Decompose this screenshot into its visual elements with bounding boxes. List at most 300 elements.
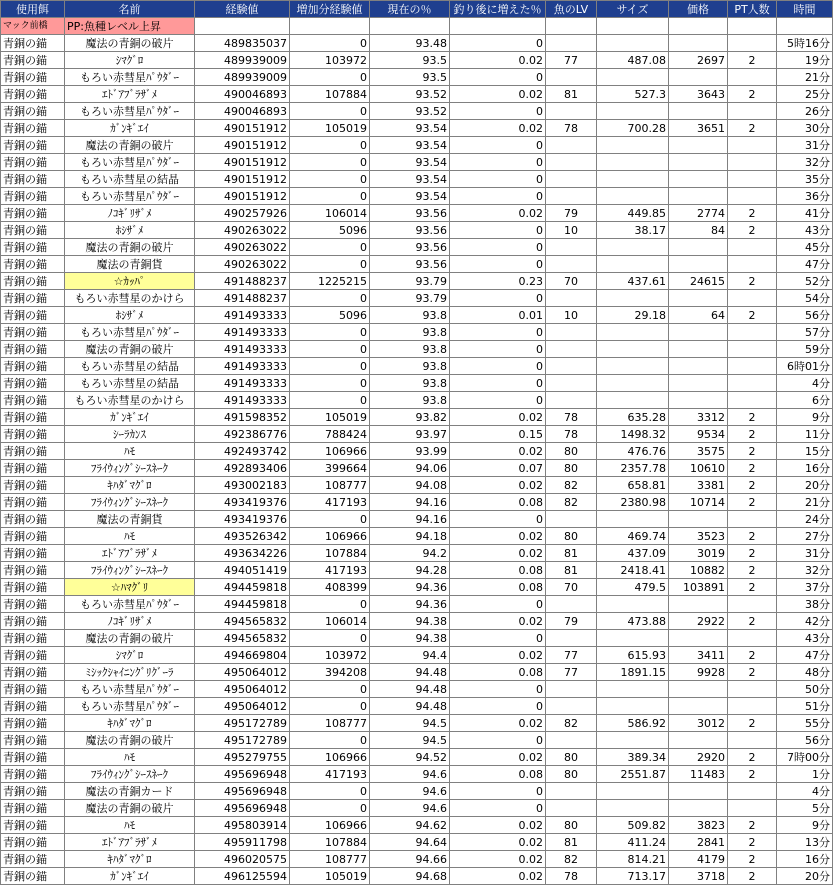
delta-cell[interactable]: 0.02 [450, 120, 546, 137]
delta-cell[interactable]: 0.23 [450, 273, 546, 290]
lv-cell[interactable] [546, 596, 597, 613]
price-cell[interactable]: 11483 [669, 766, 728, 783]
inc-cell[interactable]: 0 [290, 800, 370, 817]
tool-cell[interactable]: 青銅の錨 [1, 392, 65, 409]
exp-cell[interactable]: 490151912 [195, 120, 290, 137]
size-cell[interactable]: 38.17 [597, 222, 669, 239]
name-cell[interactable]: もろい赤彗星ﾊﾟｳﾀﾞｰ [65, 596, 195, 613]
lv-cell[interactable]: 10 [546, 222, 597, 239]
exp-cell[interactable]: 493419376 [195, 511, 290, 528]
price-cell[interactable] [669, 154, 728, 171]
exp-cell[interactable]: 493002183 [195, 477, 290, 494]
name-cell[interactable]: ﾌﾗｲｳｨﾝｸﾞｼｰｽﾈｰｸ [65, 494, 195, 511]
exp-cell[interactable]: 495064012 [195, 698, 290, 715]
time-cell[interactable]: 5時16分 [777, 35, 833, 52]
delta-cell[interactable]: 0.02 [450, 851, 546, 868]
exp-cell[interactable]: 494459818 [195, 596, 290, 613]
size-cell[interactable] [597, 35, 669, 52]
lv-cell[interactable]: 81 [546, 562, 597, 579]
delta-cell[interactable]: 0 [450, 222, 546, 239]
inc-cell[interactable]: 0 [290, 630, 370, 647]
name-cell[interactable]: 魔法の青銅貨 [65, 256, 195, 273]
header-cell[interactable]: PT人数 [728, 1, 777, 18]
pct-cell[interactable]: 93.8 [370, 358, 450, 375]
price-cell[interactable] [669, 341, 728, 358]
pt-cell[interactable]: 2 [728, 851, 777, 868]
pct-cell[interactable]: 93.79 [370, 290, 450, 307]
inc-cell[interactable]: 0 [290, 375, 370, 392]
inc-cell[interactable]: 107884 [290, 545, 370, 562]
lv-cell[interactable] [546, 171, 597, 188]
exp-cell[interactable]: 490151912 [195, 171, 290, 188]
pct-cell[interactable]: 93.52 [370, 103, 450, 120]
lv-cell[interactable]: 80 [546, 460, 597, 477]
time-cell[interactable]: 20分 [777, 477, 833, 494]
delta-cell[interactable]: 0 [450, 392, 546, 409]
delta-cell[interactable]: 0.02 [450, 409, 546, 426]
lv-cell[interactable]: 78 [546, 426, 597, 443]
time-cell[interactable]: 4分 [777, 375, 833, 392]
pt-cell[interactable] [728, 732, 777, 749]
lv-cell[interactable]: 81 [546, 834, 597, 851]
tool-cell[interactable]: 青銅の錨 [1, 358, 65, 375]
delta-cell[interactable]: 0.08 [450, 664, 546, 681]
pt-cell[interactable]: 2 [728, 613, 777, 630]
time-cell[interactable]: 38分 [777, 596, 833, 613]
lv-cell[interactable] [546, 732, 597, 749]
name-cell[interactable]: もろい赤彗星ﾊﾟｳﾀﾞｰ [65, 188, 195, 205]
tool-cell[interactable]: 青銅の錨 [1, 256, 65, 273]
size-cell[interactable]: 2551.87 [597, 766, 669, 783]
name-cell[interactable]: 魔法の青銅の破片 [65, 35, 195, 52]
tool-cell[interactable]: 青銅の錨 [1, 205, 65, 222]
exp-cell[interactable]: 494051419 [195, 562, 290, 579]
lv-cell[interactable] [546, 392, 597, 409]
pt-cell[interactable] [728, 358, 777, 375]
pt-cell[interactable] [728, 290, 777, 307]
price-cell[interactable]: 84 [669, 222, 728, 239]
pt-cell[interactable]: 2 [728, 817, 777, 834]
price-cell[interactable]: 4179 [669, 851, 728, 868]
inc-cell[interactable]: 0 [290, 137, 370, 154]
size-cell[interactable] [597, 103, 669, 120]
price-cell[interactable] [669, 630, 728, 647]
pt-cell[interactable]: 2 [728, 834, 777, 851]
lv-cell[interactable]: 78 [546, 120, 597, 137]
pt-cell[interactable]: 2 [728, 647, 777, 664]
pt-cell[interactable]: 2 [728, 307, 777, 324]
size-cell[interactable] [597, 732, 669, 749]
name-cell[interactable]: もろい赤彗星のかけら [65, 392, 195, 409]
name-cell[interactable]: 魔法の青銅貨 [65, 511, 195, 528]
inc-cell[interactable]: 106966 [290, 528, 370, 545]
name-cell[interactable]: ☆ｶｯﾊﾟ [65, 273, 195, 290]
exp-cell[interactable]: 492893406 [195, 460, 290, 477]
time-cell[interactable]: 55分 [777, 715, 833, 732]
empty-cell[interactable] [370, 18, 450, 35]
name-cell[interactable]: もろい赤彗星ﾊﾟｳﾀﾞｰ [65, 681, 195, 698]
time-cell[interactable]: 41分 [777, 205, 833, 222]
lv-cell[interactable] [546, 681, 597, 698]
lv-cell[interactable] [546, 324, 597, 341]
tool-cell[interactable]: 青銅の錨 [1, 664, 65, 681]
pt-cell[interactable]: 2 [728, 273, 777, 290]
lv-cell[interactable]: 82 [546, 494, 597, 511]
exp-cell[interactable]: 494565832 [195, 613, 290, 630]
exp-cell[interactable]: 490151912 [195, 154, 290, 171]
pt-cell[interactable]: 2 [728, 460, 777, 477]
pct-cell[interactable]: 93.56 [370, 205, 450, 222]
lv-cell[interactable] [546, 375, 597, 392]
delta-cell[interactable]: 0.02 [450, 86, 546, 103]
exp-cell[interactable]: 493634226 [195, 545, 290, 562]
delta-cell[interactable]: 0.02 [450, 613, 546, 630]
exp-cell[interactable]: 490151912 [195, 137, 290, 154]
time-cell[interactable]: 31分 [777, 545, 833, 562]
header-cell[interactable]: 価格 [669, 1, 728, 18]
name-cell[interactable]: ﾎｼｻﾞﾒ [65, 222, 195, 239]
pct-cell[interactable]: 94.52 [370, 749, 450, 766]
tool-cell[interactable]: 青銅の錨 [1, 511, 65, 528]
name-cell[interactable]: ｼｰﾗｶﾝｽ [65, 426, 195, 443]
time-cell[interactable]: 7時00分 [777, 749, 833, 766]
pt-cell[interactable] [728, 392, 777, 409]
exp-cell[interactable]: 493526342 [195, 528, 290, 545]
name-cell[interactable]: もろい赤彗星の結晶 [65, 171, 195, 188]
lv-cell[interactable]: 77 [546, 664, 597, 681]
price-cell[interactable] [669, 188, 728, 205]
lv-cell[interactable]: 79 [546, 205, 597, 222]
exp-cell[interactable]: 491493333 [195, 392, 290, 409]
lv-cell[interactable]: 79 [546, 613, 597, 630]
size-cell[interactable] [597, 630, 669, 647]
size-cell[interactable] [597, 137, 669, 154]
exp-cell[interactable]: 491488237 [195, 273, 290, 290]
empty-cell[interactable] [777, 18, 833, 35]
inc-cell[interactable]: 106014 [290, 205, 370, 222]
delta-cell[interactable]: 0.08 [450, 494, 546, 511]
size-cell[interactable] [597, 783, 669, 800]
delta-cell[interactable]: 0.08 [450, 562, 546, 579]
lv-cell[interactable]: 80 [546, 443, 597, 460]
price-cell[interactable]: 2841 [669, 834, 728, 851]
pct-cell[interactable]: 93.8 [370, 375, 450, 392]
pt-cell[interactable]: 2 [728, 562, 777, 579]
price-cell[interactable] [669, 137, 728, 154]
pt-cell[interactable] [728, 800, 777, 817]
name-cell[interactable]: ﾉｺｷﾞﾘｻﾞﾒ [65, 205, 195, 222]
delta-cell[interactable]: 0 [450, 256, 546, 273]
inc-cell[interactable]: 103972 [290, 52, 370, 69]
inc-cell[interactable]: 0 [290, 188, 370, 205]
inc-cell[interactable]: 0 [290, 596, 370, 613]
price-cell[interactable] [669, 596, 728, 613]
pt-cell[interactable]: 2 [728, 766, 777, 783]
delta-cell[interactable]: 0 [450, 69, 546, 86]
name-cell[interactable]: もろい赤彗星の結晶 [65, 375, 195, 392]
size-cell[interactable]: 2380.98 [597, 494, 669, 511]
time-cell[interactable]: 21分 [777, 494, 833, 511]
exp-cell[interactable]: 492493742 [195, 443, 290, 460]
name-cell[interactable]: ｷﾊﾀﾞﾏｸﾞﾛ [65, 851, 195, 868]
price-cell[interactable] [669, 239, 728, 256]
time-cell[interactable]: 9分 [777, 409, 833, 426]
tool-cell[interactable]: 青銅の錨 [1, 426, 65, 443]
delta-cell[interactable]: 0.02 [450, 715, 546, 732]
pct-cell[interactable]: 93.48 [370, 35, 450, 52]
exp-cell[interactable]: 490263022 [195, 239, 290, 256]
name-cell[interactable]: 魔法の青銅の破片 [65, 800, 195, 817]
pct-cell[interactable]: 94.36 [370, 579, 450, 596]
inc-cell[interactable]: 0 [290, 324, 370, 341]
delta-cell[interactable]: 0 [450, 188, 546, 205]
time-cell[interactable]: 37分 [777, 579, 833, 596]
time-cell[interactable]: 56分 [777, 732, 833, 749]
size-cell[interactable]: 700.28 [597, 120, 669, 137]
lv-cell[interactable] [546, 154, 597, 171]
header-cell[interactable]: 魚のLV [546, 1, 597, 18]
pct-cell[interactable]: 93.56 [370, 256, 450, 273]
lv-cell[interactable]: 70 [546, 579, 597, 596]
pt-cell[interactable] [728, 783, 777, 800]
time-cell[interactable]: 56分 [777, 307, 833, 324]
time-cell[interactable]: 5分 [777, 800, 833, 817]
delta-cell[interactable]: 0.02 [450, 52, 546, 69]
name-cell[interactable]: ｼﾏｸﾞﾛ [65, 52, 195, 69]
price-cell[interactable] [669, 256, 728, 273]
empty-cell[interactable] [450, 18, 546, 35]
pt-cell[interactable]: 2 [728, 205, 777, 222]
inc-cell[interactable]: 0 [290, 783, 370, 800]
inc-cell[interactable]: 5096 [290, 307, 370, 324]
pt-cell[interactable]: 2 [728, 120, 777, 137]
lv-cell[interactable]: 81 [546, 545, 597, 562]
pt-cell[interactable] [728, 188, 777, 205]
inc-cell[interactable]: 0 [290, 154, 370, 171]
pct-cell[interactable]: 94.5 [370, 715, 450, 732]
inc-cell[interactable]: 0 [290, 256, 370, 273]
lv-cell[interactable]: 70 [546, 273, 597, 290]
time-cell[interactable]: 47分 [777, 647, 833, 664]
delta-cell[interactable]: 0.02 [450, 749, 546, 766]
tool-cell[interactable]: 青銅の錨 [1, 545, 65, 562]
lv-cell[interactable]: 80 [546, 749, 597, 766]
inc-cell[interactable]: 408399 [290, 579, 370, 596]
tool-cell[interactable]: 青銅の錨 [1, 86, 65, 103]
lv-cell[interactable]: 78 [546, 868, 597, 885]
exp-cell[interactable]: 489939009 [195, 69, 290, 86]
pt-cell[interactable] [728, 341, 777, 358]
time-cell[interactable]: 32分 [777, 154, 833, 171]
size-cell[interactable]: 487.08 [597, 52, 669, 69]
exp-cell[interactable]: 495911798 [195, 834, 290, 851]
pct-cell[interactable]: 94.38 [370, 613, 450, 630]
delta-cell[interactable]: 0 [450, 290, 546, 307]
exp-cell[interactable]: 496125594 [195, 868, 290, 885]
size-cell[interactable] [597, 171, 669, 188]
pt-cell[interactable] [728, 154, 777, 171]
name-cell[interactable]: ｶﾞﾝｷﾞｴｲ [65, 409, 195, 426]
pct-cell[interactable]: 93.8 [370, 324, 450, 341]
header-cell[interactable]: 現在の％ [370, 1, 450, 18]
time-cell[interactable]: 43分 [777, 222, 833, 239]
exp-cell[interactable]: 494669804 [195, 647, 290, 664]
pt-cell[interactable] [728, 35, 777, 52]
exp-cell[interactable]: 490151912 [195, 188, 290, 205]
exp-cell[interactable]: 489835037 [195, 35, 290, 52]
lv-cell[interactable]: 81 [546, 86, 597, 103]
pct-cell[interactable]: 94.64 [370, 834, 450, 851]
size-cell[interactable]: 437.09 [597, 545, 669, 562]
name-cell[interactable]: 魔法の青銅の破片 [65, 630, 195, 647]
tool-cell[interactable]: 青銅の錨 [1, 715, 65, 732]
tool-cell[interactable]: 青銅の錨 [1, 494, 65, 511]
price-cell[interactable]: 3643 [669, 86, 728, 103]
price-cell[interactable] [669, 392, 728, 409]
time-cell[interactable]: 45分 [777, 239, 833, 256]
lv-cell[interactable]: 80 [546, 817, 597, 834]
inc-cell[interactable]: 399664 [290, 460, 370, 477]
delta-cell[interactable]: 0 [450, 341, 546, 358]
lv-cell[interactable] [546, 35, 597, 52]
size-cell[interactable] [597, 324, 669, 341]
tool-cell[interactable]: 青銅の錨 [1, 868, 65, 885]
size-cell[interactable]: 476.76 [597, 443, 669, 460]
pt-cell[interactable] [728, 103, 777, 120]
lv-cell[interactable] [546, 800, 597, 817]
pt-cell[interactable] [728, 698, 777, 715]
size-cell[interactable] [597, 681, 669, 698]
price-cell[interactable]: 3019 [669, 545, 728, 562]
inc-cell[interactable]: 417193 [290, 494, 370, 511]
price-cell[interactable]: 10882 [669, 562, 728, 579]
exp-cell[interactable]: 493419376 [195, 494, 290, 511]
price-cell[interactable]: 9928 [669, 664, 728, 681]
size-cell[interactable] [597, 596, 669, 613]
lv-cell[interactable] [546, 239, 597, 256]
delta-cell[interactable]: 0.02 [450, 477, 546, 494]
size-cell[interactable] [597, 256, 669, 273]
lv-cell[interactable]: 82 [546, 477, 597, 494]
name-cell[interactable]: ｴﾄﾞｱﾌﾞﾗｻﾞﾒ [65, 834, 195, 851]
name-cell[interactable]: もろい赤彗星ﾊﾟｳﾀﾞｰ [65, 324, 195, 341]
delta-cell[interactable]: 0.15 [450, 426, 546, 443]
delta-cell[interactable]: 0 [450, 375, 546, 392]
tool-cell[interactable]: 青銅の錨 [1, 154, 65, 171]
exp-cell[interactable]: 490046893 [195, 103, 290, 120]
name-cell[interactable]: ｷﾊﾀﾞﾏｸﾞﾛ [65, 477, 195, 494]
inc-cell[interactable]: 0 [290, 69, 370, 86]
time-cell[interactable]: 19分 [777, 52, 833, 69]
header-cell[interactable]: 経験値 [195, 1, 290, 18]
size-cell[interactable] [597, 239, 669, 256]
lv-cell[interactable] [546, 256, 597, 273]
exp-cell[interactable]: 495803914 [195, 817, 290, 834]
delta-cell[interactable]: 0 [450, 154, 546, 171]
pt-cell[interactable] [728, 137, 777, 154]
tool-cell[interactable]: 青銅の錨 [1, 239, 65, 256]
size-cell[interactable]: 449.85 [597, 205, 669, 222]
price-cell[interactable] [669, 290, 728, 307]
empty-cell[interactable] [597, 18, 669, 35]
exp-cell[interactable]: 491493333 [195, 358, 290, 375]
size-cell[interactable]: 658.81 [597, 477, 669, 494]
pct-cell[interactable]: 93.79 [370, 273, 450, 290]
size-cell[interactable] [597, 392, 669, 409]
name-cell[interactable]: ﾊﾓ [65, 817, 195, 834]
lv-cell[interactable] [546, 103, 597, 120]
pct-cell[interactable]: 93.54 [370, 120, 450, 137]
price-cell[interactable]: 3312 [669, 409, 728, 426]
time-cell[interactable]: 43分 [777, 630, 833, 647]
delta-cell[interactable]: 0 [450, 732, 546, 749]
inc-cell[interactable]: 106966 [290, 443, 370, 460]
lv-cell[interactable] [546, 511, 597, 528]
name-cell[interactable]: ﾐｼｯｸｼｬｲﾆﾝｸﾞﾘｸﾞｰﾗ [65, 664, 195, 681]
inc-cell[interactable]: 0 [290, 341, 370, 358]
inc-cell[interactable]: 1225215 [290, 273, 370, 290]
lv-cell[interactable]: 77 [546, 52, 597, 69]
pct-cell[interactable]: 93.52 [370, 86, 450, 103]
name-cell[interactable]: ｴﾄﾞｱﾌﾞﾗｻﾞﾒ [65, 545, 195, 562]
price-cell[interactable]: 3718 [669, 868, 728, 885]
price-cell[interactable]: 2920 [669, 749, 728, 766]
time-cell[interactable]: 52分 [777, 273, 833, 290]
tool-cell[interactable]: 青銅の錨 [1, 613, 65, 630]
pct-cell[interactable]: 94.38 [370, 630, 450, 647]
delta-cell[interactable]: 0.01 [450, 307, 546, 324]
pct-cell[interactable]: 94.48 [370, 698, 450, 715]
name-cell[interactable]: 魔法の青銅の破片 [65, 341, 195, 358]
exp-cell[interactable]: 490263022 [195, 222, 290, 239]
tool-cell[interactable]: 青銅の錨 [1, 103, 65, 120]
pct-cell[interactable]: 93.8 [370, 341, 450, 358]
tool-cell[interactable]: 青銅の錨 [1, 528, 65, 545]
exp-cell[interactable]: 492386776 [195, 426, 290, 443]
price-cell[interactable]: 64 [669, 307, 728, 324]
delta-cell[interactable]: 0.07 [450, 460, 546, 477]
pct-cell[interactable]: 93.8 [370, 307, 450, 324]
delta-cell[interactable]: 0.08 [450, 579, 546, 596]
lv-cell[interactable] [546, 341, 597, 358]
tool-cell[interactable]: 青銅の錨 [1, 766, 65, 783]
price-cell[interactable]: 24615 [669, 273, 728, 290]
size-cell[interactable]: 389.34 [597, 749, 669, 766]
pt-cell[interactable]: 2 [728, 664, 777, 681]
exp-cell[interactable]: 495696948 [195, 800, 290, 817]
pct-cell[interactable]: 94.62 [370, 817, 450, 834]
pt-cell[interactable] [728, 375, 777, 392]
size-cell[interactable]: 615.93 [597, 647, 669, 664]
inc-cell[interactable]: 0 [290, 171, 370, 188]
inc-cell[interactable]: 107884 [290, 86, 370, 103]
pct-cell[interactable]: 94.66 [370, 851, 450, 868]
delta-cell[interactable]: 0.02 [450, 834, 546, 851]
delta-cell[interactable]: 0 [450, 783, 546, 800]
time-cell[interactable]: 30分 [777, 120, 833, 137]
exp-cell[interactable]: 495696948 [195, 783, 290, 800]
name-cell[interactable]: ☆ﾊﾏｸﾞﾘ [65, 579, 195, 596]
tool-cell[interactable]: 青銅の錨 [1, 630, 65, 647]
name-cell[interactable]: もろい赤彗星ﾊﾟｳﾀﾞｰ [65, 698, 195, 715]
inc-cell[interactable]: 0 [290, 290, 370, 307]
tool-cell[interactable]: 青銅の錨 [1, 800, 65, 817]
lv-cell[interactable]: 10 [546, 307, 597, 324]
time-cell[interactable]: 13分 [777, 834, 833, 851]
inc-cell[interactable]: 0 [290, 732, 370, 749]
tool-cell[interactable]: 青銅の錨 [1, 460, 65, 477]
size-cell[interactable]: 814.21 [597, 851, 669, 868]
